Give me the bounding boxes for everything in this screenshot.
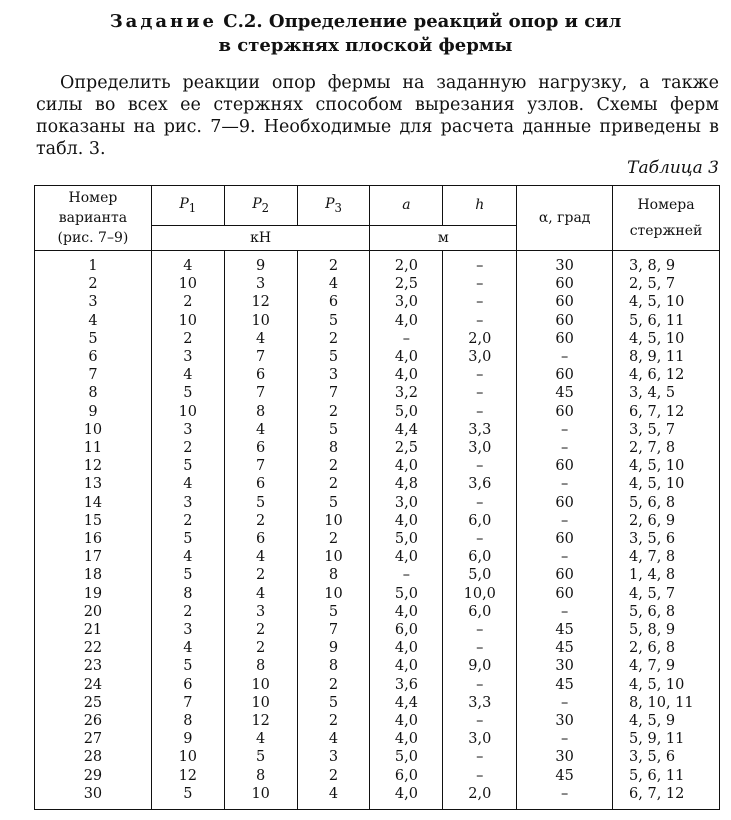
cell-p3: 2 [297, 330, 370, 348]
table-row [35, 748, 720, 766]
cell-p1: 3 [151, 494, 224, 512]
table-row [35, 312, 720, 330]
cell-a: 5,0 [370, 585, 443, 603]
cell-p2: 2 [224, 512, 297, 530]
cell-p3: 8 [297, 566, 370, 584]
cell-variant: 2 [35, 275, 152, 293]
cell-rods: 3, 5, 6 [613, 748, 720, 766]
cell-p1: 2 [151, 439, 224, 457]
cell-variant: 6 [35, 348, 152, 366]
cell-alpha: – [517, 348, 613, 366]
cell-p2: 6 [224, 439, 297, 457]
cell-h: 2,0 [443, 785, 517, 810]
cell-alpha: 45 [517, 639, 613, 657]
table-row [35, 494, 720, 512]
cell-alpha: – [517, 694, 613, 712]
cell-h: 3,6 [443, 475, 517, 493]
cell-rods: 5, 9, 11 [613, 730, 720, 748]
table-row [35, 275, 720, 293]
cell-p3: 2 [297, 676, 370, 694]
cell-rods: 2, 6, 8 [613, 639, 720, 657]
cell-p1: 7 [151, 694, 224, 712]
cell-alpha: 60 [517, 530, 613, 548]
cell-p3: 2 [297, 403, 370, 421]
cell-h: – [443, 384, 517, 402]
cell-a: 2,0 [370, 251, 443, 276]
cell-h: – [443, 712, 517, 730]
cell-a: 4,0 [370, 603, 443, 621]
header-rods-line1: Номера [637, 197, 695, 213]
cell-rods: 2, 7, 8 [613, 439, 720, 457]
assignment-text: Определить реакции опор фермы на заданную нагрузку, а также силы во всех ее стержнях способом вырезания узлов. Схемы ферм показаны на рис. 7—9. Необходимые для расчета данные приведены в табл. 3. [36, 73, 719, 159]
table-row [35, 785, 720, 810]
cell-p2: 9 [224, 251, 297, 276]
cell-h: – [443, 639, 517, 657]
cell-p1: 4 [151, 475, 224, 493]
cell-p3: 4 [297, 730, 370, 748]
cell-p3: 4 [297, 785, 370, 810]
cell-alpha: 45 [517, 676, 613, 694]
cell-alpha: 60 [517, 275, 613, 293]
cell-p3: 2 [297, 767, 370, 785]
cell-p3: 3 [297, 366, 370, 384]
cell-a: 5,0 [370, 403, 443, 421]
cell-h: 3,3 [443, 421, 517, 439]
cell-rods: 3, 8, 9 [613, 251, 720, 276]
cell-p1: 2 [151, 293, 224, 311]
cell-variant: 30 [35, 785, 152, 810]
table-row [35, 366, 720, 384]
cell-rods: 8, 10, 11 [613, 694, 720, 712]
cell-alpha: 30 [517, 657, 613, 675]
table-row [35, 530, 720, 548]
cell-a: 6,0 [370, 767, 443, 785]
cell-p1: 3 [151, 421, 224, 439]
cell-rods: 6, 7, 12 [613, 403, 720, 421]
cell-h: 3,0 [443, 439, 517, 457]
cell-alpha: 60 [517, 494, 613, 512]
cell-p3: 5 [297, 348, 370, 366]
cell-p2: 8 [224, 767, 297, 785]
cell-variant: 17 [35, 548, 152, 566]
cell-variant: 4 [35, 312, 152, 330]
table-row [35, 548, 720, 566]
cell-variant: 14 [35, 494, 152, 512]
cell-p1: 2 [151, 512, 224, 530]
cell-p3: 5 [297, 312, 370, 330]
cell-rods: 2, 5, 7 [613, 275, 720, 293]
cell-a: 3,0 [370, 293, 443, 311]
cell-p2: 10 [224, 785, 297, 810]
cell-alpha: – [517, 603, 613, 621]
cell-p3: 2 [297, 251, 370, 276]
cell-a: 5,0 [370, 748, 443, 766]
cell-rods: 4, 7, 8 [613, 548, 720, 566]
cell-variant: 15 [35, 512, 152, 530]
cell-p1: 4 [151, 366, 224, 384]
cell-h: – [443, 366, 517, 384]
cell-rods: 5, 8, 9 [613, 621, 720, 639]
cell-p1: 5 [151, 457, 224, 475]
cell-h: – [443, 748, 517, 766]
cell-rods: 5, 6, 11 [613, 767, 720, 785]
cell-p1: 5 [151, 530, 224, 548]
cell-h: 6,0 [443, 512, 517, 530]
assignment-title [0, 10, 731, 34]
cell-rods: 5, 6, 11 [613, 312, 720, 330]
cell-a: 4,0 [370, 730, 443, 748]
header-unit-length: м [370, 225, 517, 250]
cell-h: 6,0 [443, 548, 517, 566]
cell-a: – [370, 330, 443, 348]
table-row [35, 421, 720, 439]
cell-p1: 12 [151, 767, 224, 785]
cell-a: 4,0 [370, 312, 443, 330]
cell-h: 10,0 [443, 585, 517, 603]
header-variant-line1: Номер [68, 190, 118, 206]
cell-alpha: – [517, 512, 613, 530]
cell-rods: 4, 5, 10 [613, 457, 720, 475]
cell-p1: 2 [151, 603, 224, 621]
table-row [35, 712, 720, 730]
table-row [35, 475, 720, 493]
cell-variant: 16 [35, 530, 152, 548]
cell-alpha: 60 [517, 293, 613, 311]
table-row [35, 293, 720, 311]
cell-h: 9,0 [443, 657, 517, 675]
cell-p1: 4 [151, 639, 224, 657]
cell-p3: 5 [297, 694, 370, 712]
cell-p3: 2 [297, 475, 370, 493]
cell-variant: 3 [35, 293, 152, 311]
cell-rods: 4, 5, 10 [613, 330, 720, 348]
cell-alpha: – [517, 548, 613, 566]
cell-a: 4,0 [370, 785, 443, 810]
cell-p1: 6 [151, 676, 224, 694]
table-row [35, 348, 720, 366]
cell-h: – [443, 494, 517, 512]
cell-p2: 8 [224, 403, 297, 421]
cell-alpha: 60 [517, 457, 613, 475]
cell-p3: 7 [297, 384, 370, 402]
cell-p1: 10 [151, 312, 224, 330]
cell-p3: 6 [297, 293, 370, 311]
table-row [35, 566, 720, 584]
cell-p2: 12 [224, 712, 297, 730]
cell-p1: 5 [151, 384, 224, 402]
cell-a: 4,0 [370, 512, 443, 530]
cell-h: – [443, 767, 517, 785]
header-a: a [370, 186, 443, 226]
cell-p1: 2 [151, 330, 224, 348]
cell-a: 4,0 [370, 348, 443, 366]
cell-p2: 7 [224, 457, 297, 475]
cell-alpha: 60 [517, 330, 613, 348]
cell-p1: 8 [151, 585, 224, 603]
cell-p3: 10 [297, 548, 370, 566]
cell-p3: 3 [297, 748, 370, 766]
table-row [35, 457, 720, 475]
cell-p2: 4 [224, 730, 297, 748]
cell-p2: 10 [224, 694, 297, 712]
cell-variant: 11 [35, 439, 152, 457]
table-row [35, 694, 720, 712]
cell-p3: 5 [297, 421, 370, 439]
cell-a: 4,4 [370, 694, 443, 712]
table-row [35, 512, 720, 530]
cell-variant: 12 [35, 457, 152, 475]
table-body [35, 251, 720, 810]
cell-a: 3,6 [370, 676, 443, 694]
cell-h: – [443, 312, 517, 330]
cell-variant: 21 [35, 621, 152, 639]
cell-p1: 5 [151, 657, 224, 675]
assignment-subtitle: в стержнях плоской фермы [218, 35, 513, 56]
cell-h: 6,0 [443, 603, 517, 621]
header-rods-line2: стержней [629, 223, 703, 239]
cell-h: – [443, 621, 517, 639]
cell-p2: 4 [224, 421, 297, 439]
cell-p1: 10 [151, 275, 224, 293]
header-h: h [443, 186, 517, 226]
cell-p3: 9 [297, 639, 370, 657]
cell-p1: 9 [151, 730, 224, 748]
cell-a: 3,2 [370, 384, 443, 402]
cell-p2: 10 [224, 312, 297, 330]
cell-variant: 28 [35, 748, 152, 766]
cell-p3: 7 [297, 621, 370, 639]
cell-rods: 4, 5, 9 [613, 712, 720, 730]
cell-p1: 3 [151, 621, 224, 639]
cell-p3: 10 [297, 512, 370, 530]
cell-variant: 27 [35, 730, 152, 748]
cell-rods: 4, 5, 10 [613, 676, 720, 694]
cell-a: 4,8 [370, 475, 443, 493]
table-row [35, 730, 720, 748]
cell-alpha: – [517, 785, 613, 810]
cell-h: – [443, 275, 517, 293]
cell-variant: 19 [35, 585, 152, 603]
cell-p3: 8 [297, 439, 370, 457]
cell-a: 4,0 [370, 712, 443, 730]
cell-p2: 6 [224, 530, 297, 548]
header-variant-line3: (рис. 7–9) [57, 230, 129, 246]
cell-h: – [443, 403, 517, 421]
cell-p2: 2 [224, 566, 297, 584]
cell-p2: 3 [224, 275, 297, 293]
cell-alpha: 60 [517, 585, 613, 603]
cell-p1: 5 [151, 566, 224, 584]
table-row [35, 767, 720, 785]
cell-alpha: 60 [517, 403, 613, 421]
cell-p1: 10 [151, 403, 224, 421]
table-row [35, 621, 720, 639]
cell-a: 4,4 [370, 421, 443, 439]
cell-variant: 20 [35, 603, 152, 621]
cell-p3: 10 [297, 585, 370, 603]
cell-alpha: – [517, 421, 613, 439]
cell-variant: 13 [35, 475, 152, 493]
cell-a: 2,5 [370, 275, 443, 293]
cell-p2: 3 [224, 603, 297, 621]
cell-alpha: 60 [517, 566, 613, 584]
cell-alpha: 45 [517, 384, 613, 402]
table-caption: Таблица 3 [627, 158, 719, 178]
cell-variant: 10 [35, 421, 152, 439]
cell-p2: 4 [224, 548, 297, 566]
cell-p2: 5 [224, 748, 297, 766]
header-variant [35, 186, 152, 251]
cell-alpha: – [517, 475, 613, 493]
header-p3: $P_3$ [297, 186, 370, 226]
cell-p1: 4 [151, 548, 224, 566]
assignment-title-prefix: Задание [109, 11, 217, 32]
cell-alpha: 45 [517, 621, 613, 639]
cell-variant: 24 [35, 676, 152, 694]
cell-alpha: – [517, 730, 613, 748]
cell-p2: 8 [224, 657, 297, 675]
cell-alpha: 30 [517, 251, 613, 276]
header-alpha: α, град [517, 186, 613, 251]
cell-p1: 10 [151, 748, 224, 766]
table-row [35, 403, 720, 421]
cell-alpha: 30 [517, 712, 613, 730]
cell-variant: 1 [35, 251, 152, 276]
header-variant-line2: варианта [58, 210, 128, 226]
cell-rods: 4, 5, 7 [613, 585, 720, 603]
table-row [35, 585, 720, 603]
assignment-title-rest: С.2. Определение реакций опор и сил [217, 11, 622, 32]
cell-p2: 12 [224, 293, 297, 311]
cell-variant: 23 [35, 657, 152, 675]
cell-variant: 18 [35, 566, 152, 584]
cell-alpha: 60 [517, 366, 613, 384]
header-rods [613, 186, 720, 251]
cell-rods: 4, 5, 10 [613, 475, 720, 493]
cell-p2: 10 [224, 676, 297, 694]
cell-rods: 4, 6, 12 [613, 366, 720, 384]
cell-h: 5,0 [443, 566, 517, 584]
cell-a: 4,0 [370, 457, 443, 475]
cell-a: – [370, 566, 443, 584]
variants-table [34, 185, 720, 810]
cell-p1: 3 [151, 348, 224, 366]
cell-variant: 9 [35, 403, 152, 421]
cell-rods: 4, 7, 9 [613, 657, 720, 675]
cell-alpha: – [517, 439, 613, 457]
cell-h: 2,0 [443, 330, 517, 348]
cell-p2: 4 [224, 330, 297, 348]
cell-alpha: 60 [517, 312, 613, 330]
cell-rods: 3, 5, 7 [613, 421, 720, 439]
cell-h: – [443, 457, 517, 475]
cell-rods: 1, 4, 8 [613, 566, 720, 584]
cell-h: 3,0 [443, 730, 517, 748]
cell-h: – [443, 676, 517, 694]
cell-alpha: 45 [517, 767, 613, 785]
cell-a: 3,0 [370, 494, 443, 512]
cell-h: 3,0 [443, 348, 517, 366]
cell-p2: 6 [224, 366, 297, 384]
cell-p2: 2 [224, 621, 297, 639]
cell-variant: 26 [35, 712, 152, 730]
cell-variant: 7 [35, 366, 152, 384]
cell-variant: 5 [35, 330, 152, 348]
cell-p2: 5 [224, 494, 297, 512]
cell-a: 4,0 [370, 639, 443, 657]
cell-p2: 7 [224, 384, 297, 402]
table-row [35, 330, 720, 348]
cell-a: 5,0 [370, 530, 443, 548]
cell-a: 6,0 [370, 621, 443, 639]
cell-rods: 6, 7, 12 [613, 785, 720, 810]
cell-alpha: 30 [517, 748, 613, 766]
cell-p1: 4 [151, 251, 224, 276]
cell-rods: 2, 6, 9 [613, 512, 720, 530]
cell-rods: 5, 6, 8 [613, 603, 720, 621]
table-row [35, 676, 720, 694]
cell-p3: 5 [297, 603, 370, 621]
table-row [35, 384, 720, 402]
cell-rods: 8, 9, 11 [613, 348, 720, 366]
table-row [35, 439, 720, 457]
cell-h: – [443, 293, 517, 311]
cell-p3: 8 [297, 657, 370, 675]
cell-h: 3,3 [443, 694, 517, 712]
table-row [35, 603, 720, 621]
cell-p2: 6 [224, 475, 297, 493]
cell-variant: 22 [35, 639, 152, 657]
cell-p3: 2 [297, 457, 370, 475]
cell-p1: 5 [151, 785, 224, 810]
cell-h: – [443, 251, 517, 276]
cell-a: 4,0 [370, 366, 443, 384]
cell-rods: 3, 4, 5 [613, 384, 720, 402]
cell-p3: 4 [297, 275, 370, 293]
cell-variant: 25 [35, 694, 152, 712]
cell-p2: 7 [224, 348, 297, 366]
cell-variant: 29 [35, 767, 152, 785]
table-row [35, 251, 720, 276]
cell-p2: 2 [224, 639, 297, 657]
cell-rods: 4, 5, 10 [613, 293, 720, 311]
cell-rods: 5, 6, 8 [613, 494, 720, 512]
cell-a: 2,5 [370, 439, 443, 457]
cell-p1: 8 [151, 712, 224, 730]
cell-p3: 2 [297, 530, 370, 548]
header-p1: $P_1$ [151, 186, 224, 226]
cell-p3: 2 [297, 712, 370, 730]
table-row [35, 639, 720, 657]
cell-a: 4,0 [370, 548, 443, 566]
header-p2: $P_2$ [224, 186, 297, 226]
table-row [35, 657, 720, 675]
cell-h: – [443, 530, 517, 548]
header-unit-force: кН [151, 225, 370, 250]
cell-a: 4,0 [370, 657, 443, 675]
cell-p3: 5 [297, 494, 370, 512]
cell-variant: 8 [35, 384, 152, 402]
cell-rods: 3, 5, 6 [613, 530, 720, 548]
cell-p2: 4 [224, 585, 297, 603]
